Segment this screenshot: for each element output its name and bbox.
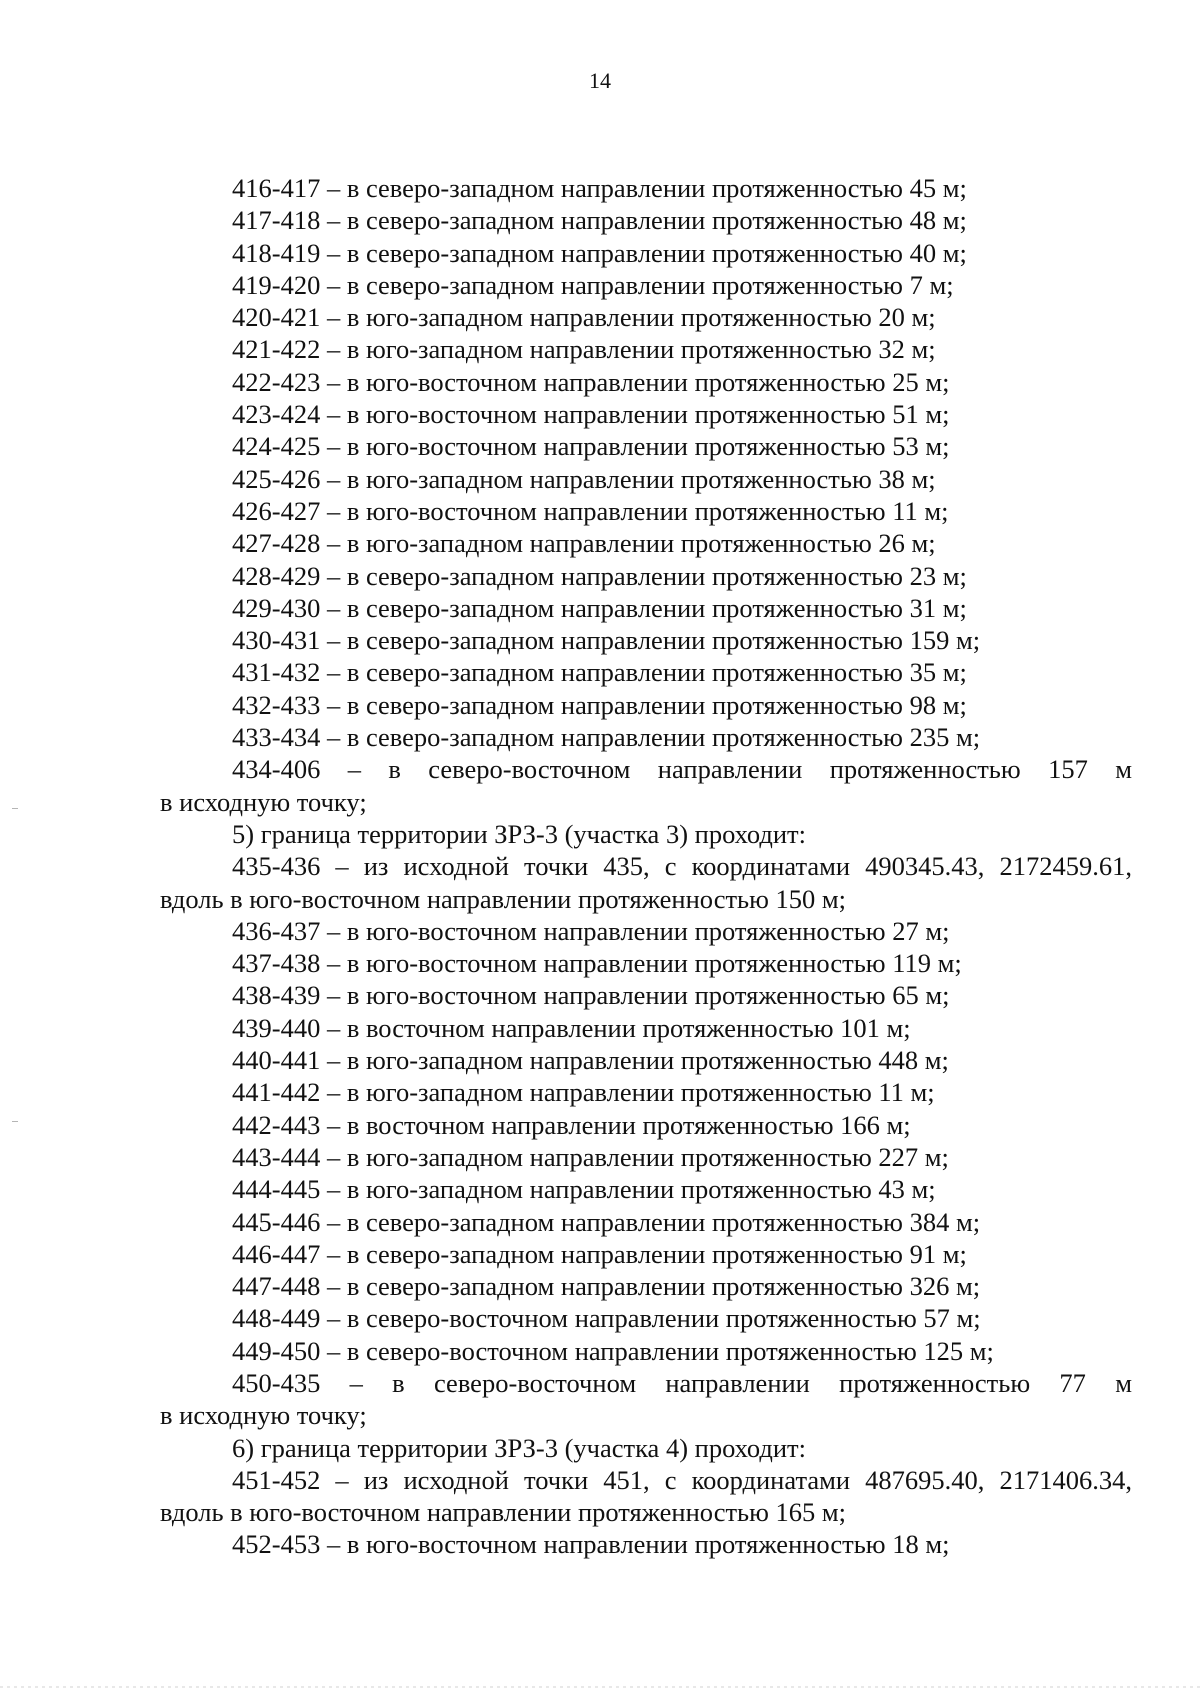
text-line: вдоль в юго-восточном направлении протяженностью 165 м; (160, 1497, 847, 1528)
text-line: 441-442 – в юго-западном направлении протяженностью 11 м; (232, 1077, 935, 1108)
text-line: 426-427 – в юго-восточном направлении протяженностью 11 м; (232, 495, 949, 526)
text-line: 443-444 – в юго-западном направлении протяженностью 227 м; (232, 1141, 949, 1172)
text-line: 432-433 – в северо-западном направлении протяженностью 98 м; (232, 689, 967, 720)
text-line: 435-436 – из исходной точки 435, с координатами 490345.43, 2172459.61, (232, 851, 1132, 882)
text-line: 429-430 – в северо-западном направлении протяженностью 31 м; (232, 592, 967, 623)
text-line: в исходную точку; (160, 1400, 367, 1431)
text-line: 447-448 – в северо-западном направлении протяженностью 326 м; (232, 1271, 981, 1302)
text-line: 424-425 – в юго-восточном направлении протяженностью 53 м; (232, 431, 950, 462)
scan-artifact (12, 808, 18, 809)
text-line: 439-440 – в восточном направлении протяженностью 101 м; (232, 1012, 911, 1043)
text-line: 6) граница территории ЗРЗ-3 (участка 4) проходит: (232, 1432, 806, 1463)
text-line: 445-446 – в северо-западном направлении протяженностью 384 м; (232, 1206, 981, 1237)
text-line: 421-422 – в юго-западном направлении протяженностью 32 м; (232, 334, 936, 365)
text-line: 451-452 – из исходной точки 451, с координатами 487695.40, 2171406.34, (232, 1464, 1132, 1495)
text-line: 433-434 – в северо-западном направлении протяженностью 235 м; (232, 722, 981, 753)
text-line: 422-423 – в юго-восточном направлении протяженностью 25 м; (232, 366, 950, 397)
text-line: 428-429 – в северо-западном направлении протяженностью 23 м; (232, 560, 967, 591)
text-line: 438-439 – в юго-восточном направлении протяженностью 65 м; (232, 980, 950, 1011)
text-line: 449-450 – в северо-восточном направлении протяженностью 125 м; (232, 1335, 994, 1366)
text-line: 440-441 – в юго-западном направлении протяженностью 448 м; (232, 1045, 949, 1076)
text-line: 419-420 – в северо-западном направлении протяженностью 7 м; (232, 269, 954, 300)
document-body (160, 172, 1132, 1561)
text-line: 430-431 – в северо-западном направлении протяженностью 159 м; (232, 625, 981, 656)
text-line: 436-437 – в юго-восточном направлении протяженностью 27 м; (232, 915, 950, 946)
text-line: 442-443 – в восточном направлении протяженностью 166 м; (232, 1109, 911, 1140)
scan-edge-artifact (0, 1686, 1200, 1688)
text-line: 423-424 – в юго-восточном направлении протяженностью 51 м; (232, 399, 950, 430)
text-line: 417-418 – в северо-западном направлении протяженностью 48 м; (232, 205, 967, 236)
text-line: 431-432 – в северо-западном направлении протяженностью 35 м; (232, 657, 967, 688)
page-number: 14 (589, 68, 611, 93)
text-line: 450-435 – в северо-восточном направлении протяженностью 77 м (232, 1367, 1132, 1398)
text-line: 434-406 – в северо-восточном направлении протяженностью 157 м (232, 754, 1132, 785)
text-line: 5) граница территории ЗРЗ-3 (участка 3) проходит: (232, 818, 806, 849)
text-line: в исходную точку; (160, 786, 367, 817)
text-line: 420-421 – в юго-западном направлении протяженностью 20 м; (232, 302, 936, 333)
text-line: 437-438 – в юго-восточном направлении протяженностью 119 м; (232, 948, 962, 979)
text-line: 427-428 – в юго-западном направлении протяженностью 26 м; (232, 528, 936, 559)
text-line: 448-449 – в северо-восточном направлении протяженностью 57 м; (232, 1303, 981, 1334)
scan-artifact (12, 1121, 18, 1122)
text-line: 452-453 – в юго-восточном направлении протяженностью 18 м; (232, 1529, 950, 1560)
text-line: 418-419 – в северо-западном направлении протяженностью 40 м; (232, 237, 967, 268)
text-line: 444-445 – в юго-западном направлении протяженностью 43 м; (232, 1174, 936, 1205)
text-line: вдоль в юго-восточном направлении протяженностью 150 м; (160, 883, 847, 914)
text-line: 446-447 – в северо-западном направлении протяженностью 91 м; (232, 1238, 967, 1269)
text-line: 425-426 – в юго-западном направлении протяженностью 38 м; (232, 463, 936, 494)
text-line: 416-417 – в северо-западном направлении протяженностью 45 м; (232, 173, 967, 203)
